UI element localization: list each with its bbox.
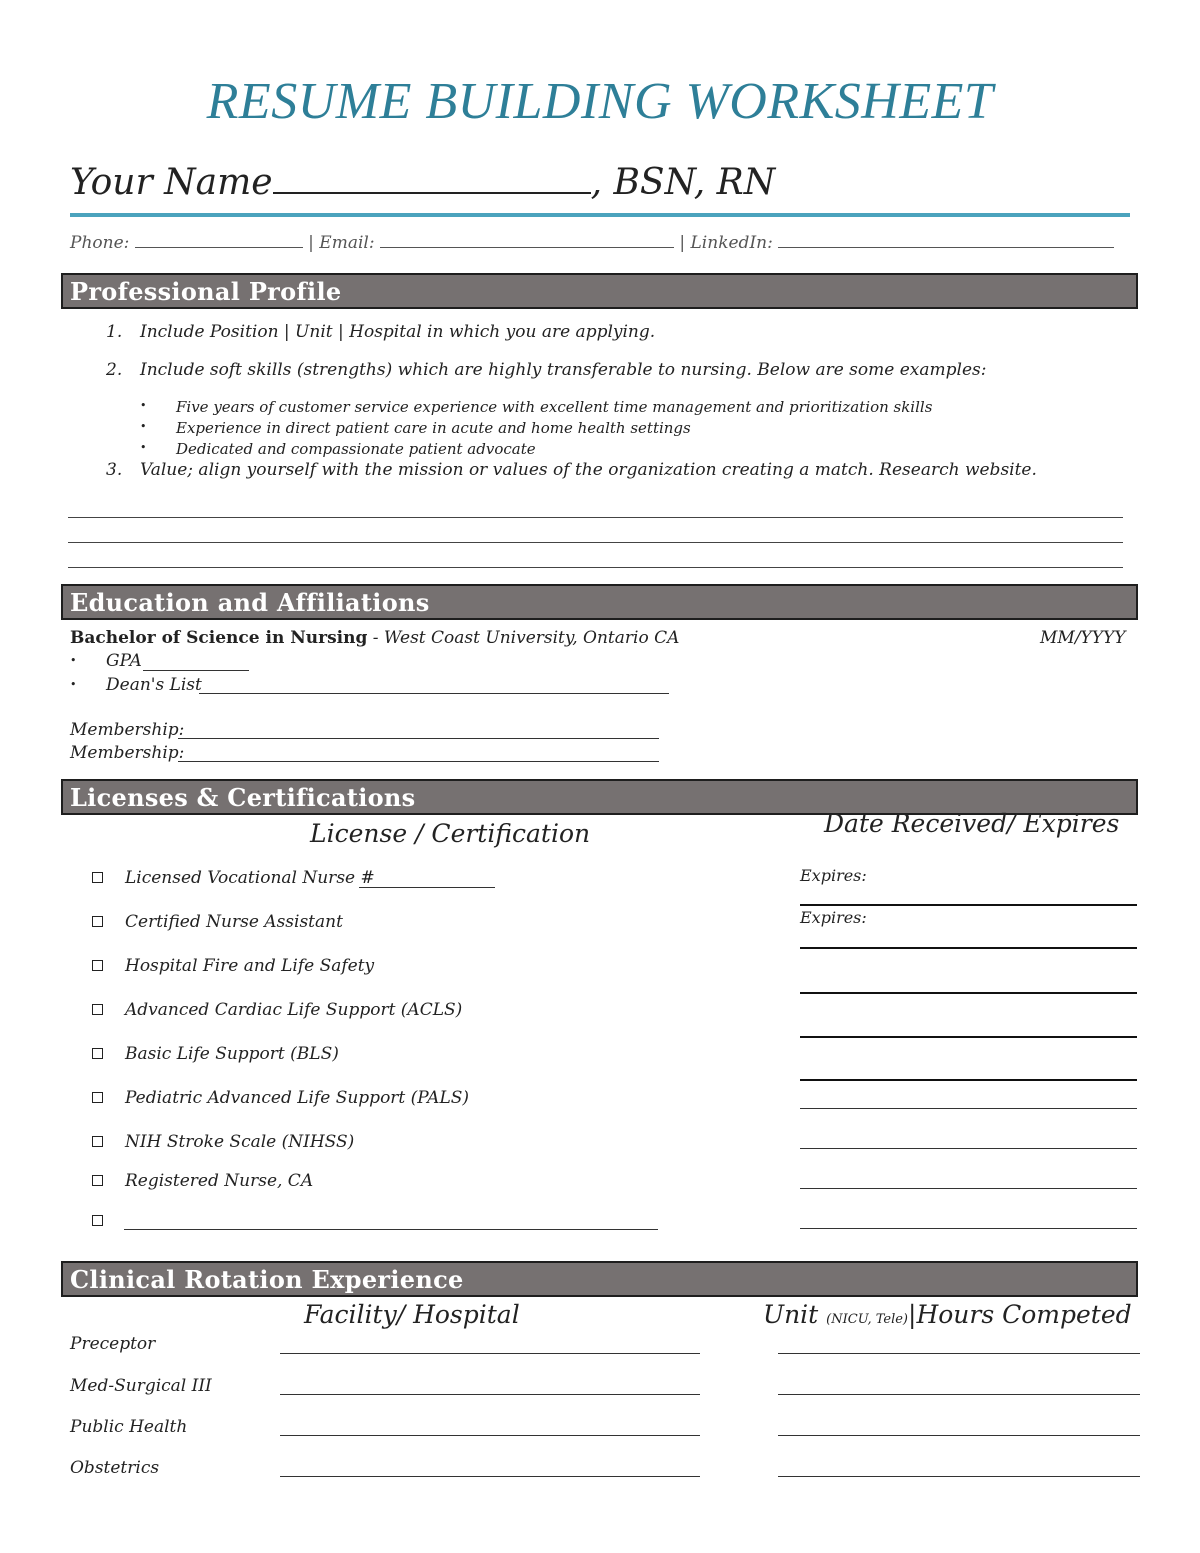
rotation-label: Med-Surgical III — [70, 1376, 212, 1396]
rotation-label: Public Health — [70, 1417, 188, 1437]
license-label: Pediatric Advanced Life Support (PALS) — [125, 1088, 470, 1108]
rotation-facility-field[interactable] — [280, 1435, 700, 1436]
list-item — [106, 360, 987, 380]
email-field[interactable] — [380, 233, 674, 248]
gpa-bullet: • — [70, 654, 77, 667]
license-checkbox[interactable] — [92, 1175, 103, 1186]
rotation-unit-field[interactable] — [778, 1394, 1140, 1395]
license-date-line[interactable] — [800, 992, 1137, 994]
linkedin-label: | LinkedIn: — [679, 233, 773, 253]
membership-label: Membership: — [70, 743, 185, 763]
license-date-line[interactable] — [800, 1079, 1137, 1081]
deans-list-field[interactable] — [199, 693, 669, 694]
custom-license-field[interactable] — [124, 1229, 658, 1230]
list-number: 3. — [106, 460, 123, 480]
license-checkbox[interactable] — [92, 1004, 103, 1015]
rotation-facility-field[interactable] — [280, 1476, 700, 1477]
license-label: Licensed Vocational Nurse # — [125, 868, 375, 888]
license-checkbox[interactable] — [92, 1215, 103, 1226]
degree-date: MM/YYYY — [1040, 628, 1126, 648]
name-field[interactable] — [273, 164, 591, 194]
license-checkbox[interactable] — [92, 1092, 103, 1103]
license-date-line[interactable] — [800, 947, 1137, 949]
example-item: Experience in direct patient care in acute and home health settings — [176, 419, 691, 437]
lvn-number-field[interactable] — [359, 887, 495, 888]
deans-bullet: • — [70, 678, 77, 691]
membership-label: Membership: — [70, 720, 185, 740]
email-label: | Email: — [308, 233, 375, 253]
license-label: Certified Nurse Assistant — [125, 912, 343, 932]
rotation-label: Preceptor — [70, 1334, 156, 1354]
section-title-education: Education and Affiliations — [70, 588, 430, 617]
unit-column-header — [763, 1300, 1132, 1329]
license-date-line[interactable] — [800, 1036, 1137, 1038]
name-line — [70, 162, 775, 203]
unit-label: Unit — [763, 1300, 819, 1329]
license-label: Hospital Fire and Life Safety — [125, 956, 375, 976]
name-credentials: , BSN, RN — [590, 162, 776, 203]
license-date-line[interactable] — [800, 1108, 1137, 1109]
name-divider — [70, 213, 1130, 217]
rotation-unit-field[interactable] — [778, 1435, 1140, 1436]
gpa-label: GPA — [106, 651, 142, 671]
list-text: Value; align yourself with the mission or values of the organization creating a match. Research website. — [140, 460, 1037, 480]
deans-list-label: Dean's List — [106, 675, 202, 695]
rotation-facility-field[interactable] — [280, 1353, 700, 1354]
example-bullet: • — [140, 399, 147, 412]
date-column-header: Date Received/ Expires — [824, 809, 1120, 838]
license-checkbox[interactable] — [92, 916, 103, 927]
phone-label: Phone: — [70, 233, 130, 253]
license-checkbox[interactable] — [92, 960, 103, 971]
page-title: RESUME BUILDING WORKSHEET — [206, 73, 994, 130]
section-title-licenses: Licenses & Certifications — [70, 783, 416, 812]
license-column-header: License / Certification — [310, 819, 591, 848]
list-text: Include soft skills (strengths) which are highly transferable to nursing. Below are some examples: — [140, 360, 987, 380]
facility-column-header: Facility/ Hospital — [304, 1300, 520, 1329]
license-label: Advanced Cardiac Life Support (ACLS) — [125, 1000, 463, 1020]
list-item — [106, 460, 1037, 480]
rotation-unit-field[interactable] — [778, 1476, 1140, 1477]
hours-label: |Hours Competed — [908, 1300, 1132, 1329]
rotation-facility-field[interactable] — [280, 1394, 700, 1395]
section-title-professional-profile: Professional Profile — [70, 277, 342, 306]
list-item — [106, 322, 656, 342]
unit-examples: (NICU, Tele) — [826, 1312, 909, 1327]
expires-label: Expires: — [800, 908, 867, 927]
rotation-label: Obstetrics — [70, 1458, 160, 1478]
profile-write-line[interactable] — [68, 567, 1123, 568]
license-label: Registered Nurse, CA — [125, 1171, 314, 1191]
rotation-unit-field[interactable] — [778, 1353, 1140, 1354]
example-item: Five years of customer service experience with excellent time management and prioritization skills — [176, 398, 933, 416]
expires-label: Expires: — [800, 866, 867, 885]
list-text: Include Position | Unit | Hospital in which you are applying. — [140, 322, 656, 342]
license-checkbox[interactable] — [92, 872, 103, 883]
example-bullet: • — [140, 441, 147, 454]
contact-line — [70, 233, 1114, 253]
name-prefix: Your Name — [70, 162, 273, 203]
profile-write-line[interactable] — [68, 517, 1123, 518]
license-label: Basic Life Support (BLS) — [125, 1044, 339, 1064]
membership-field[interactable] — [178, 761, 659, 762]
license-date-line[interactable] — [800, 1148, 1137, 1149]
license-date-line[interactable] — [800, 1188, 1137, 1189]
profile-write-line[interactable] — [68, 542, 1123, 543]
license-date-line[interactable] — [800, 1228, 1137, 1229]
gpa-field[interactable] — [143, 670, 249, 671]
degree-name: Bachelor of Science in Nursing — [70, 628, 368, 648]
license-label: NIH Stroke Scale (NIHSS) — [125, 1132, 355, 1152]
license-checkbox[interactable] — [92, 1136, 103, 1147]
degree-line — [70, 628, 679, 648]
phone-field[interactable] — [135, 233, 303, 248]
license-checkbox[interactable] — [92, 1048, 103, 1059]
example-item: Dedicated and compassionate patient advocate — [176, 440, 536, 458]
list-number: 2. — [106, 360, 123, 380]
degree-school: - West Coast University, Ontario CA — [372, 628, 680, 648]
section-title-clinical: Clinical Rotation Experience — [70, 1265, 464, 1294]
license-date-line[interactable] — [800, 904, 1137, 906]
example-bullet: • — [140, 420, 147, 433]
linkedin-field[interactable] — [778, 233, 1114, 248]
list-number: 1. — [106, 322, 123, 342]
membership-field[interactable] — [178, 738, 659, 739]
